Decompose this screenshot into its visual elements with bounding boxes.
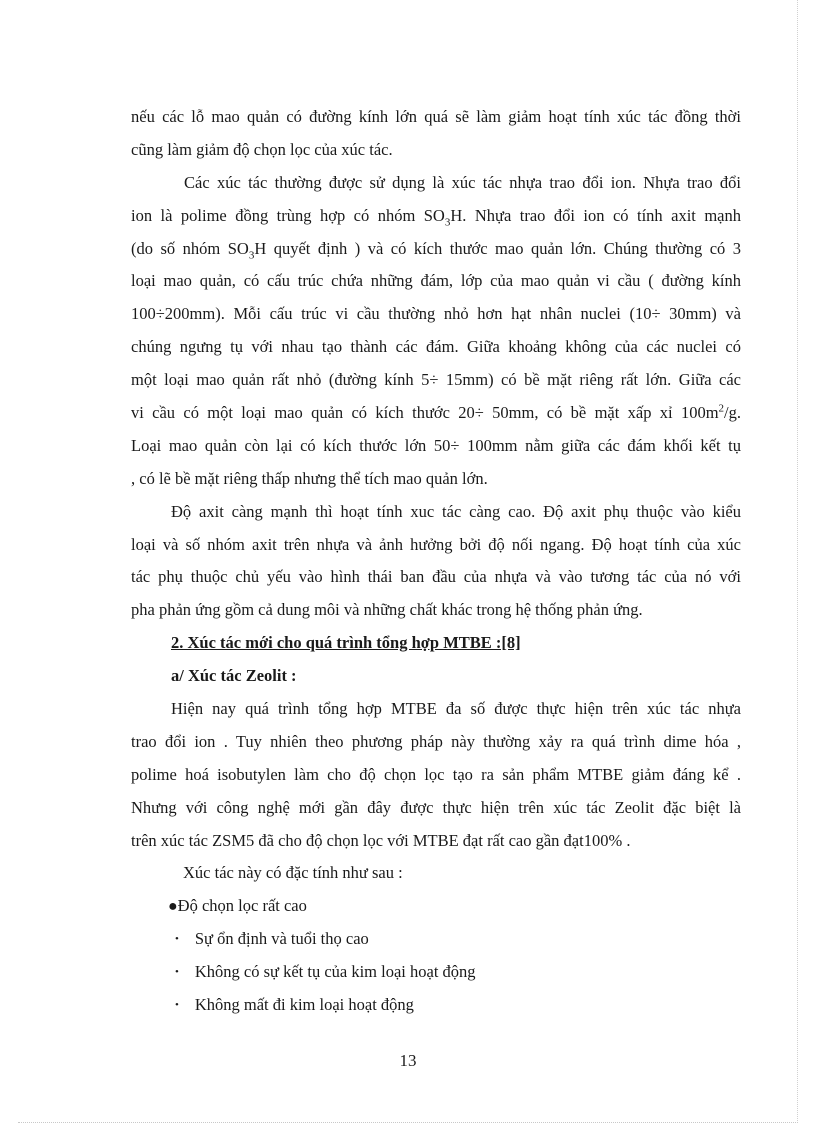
paragraph-line: trao đổi ion . Tuy nhiên theo phương pháp này thường xảy ra quá trình dime hóa , bbox=[131, 731, 741, 751]
paragraph-line: Các xúc tác thường được sử dụng là xúc tác nhựa trao đổi ion. Nhựa trao đổi bbox=[184, 172, 741, 192]
bullet-icon: • bbox=[175, 933, 179, 946]
paragraph-line: ion là polime đồng trùng hợp có nhóm $SO_3H$. Nhựa trao đổi ion có tính axit mạnh bbox=[131, 205, 741, 228]
paragraph-line: Độ axit càng mạnh thì hoạt tính xuc tác càng cao. Độ axit phụ thuộc vào kiểu bbox=[171, 501, 741, 521]
paragraph-line: loại mao quản, có cấu trúc chứa những đám, lớp của mao quản vi cầu ( đường kính bbox=[131, 271, 741, 291]
paragraph-line: vi cầu có một loại mao quản có kích thước 20÷ 50mm, có bề mặt xấp xỉ $100m^2/g$. bbox=[131, 402, 741, 423]
paragraph-line: chúng ngưng tụ với nhau tạo thành các đám. Giữa khoảng không của các nuclei có bbox=[131, 337, 741, 357]
paragraph-line: Xúc tác này có đặc tính như sau : bbox=[183, 863, 403, 883]
paragraph-line: (do số nhóm $SO_3H$ quyết định ) và có kích thước mao quản lớn. Chúng thường có 3 bbox=[131, 238, 742, 261]
paragraph-line: loại và số nhóm axit trên nhựa và ảnh hưởng bởi độ nối ngang. Độ hoạt tính của xúc bbox=[131, 534, 741, 554]
list-item: • Sự ổn định và tuổi thọ cao bbox=[131, 923, 741, 956]
section-heading: 2. Xúc tác mới cho quá trình tổng hợp MTBE :[8] bbox=[171, 633, 521, 653]
paragraph-line: một loại mao quản rất nhỏ (đường kính 5÷ 15mm) có bề mặt riêng rất lớn. Giữa các bbox=[131, 370, 741, 390]
paragraph-line: cũng làm giảm độ chọn lọc của xúc tác. bbox=[131, 139, 393, 159]
paragraph-line: pha phản ứng gồm cả dung môi và những chất khác trong hệ thống phản ứng. bbox=[131, 600, 643, 620]
paragraph-line: nếu các lỗ mao quản có đường kính lớn quá sẽ làm giảm hoạt tính xúc tác đồng thời bbox=[131, 107, 741, 126]
page-border bbox=[797, 0, 798, 1123]
paragraph-line: tác phụ thuộc chủ yếu vào hình thái ban đầu của nhựa và vào tương tác của nó với bbox=[131, 567, 741, 587]
paragraph-line: trên xúc tác ZSM5 đã cho độ chọn lọc với MTBE đạt rất cao gần đạt100% . bbox=[131, 830, 631, 850]
bullet-icon: • bbox=[175, 966, 179, 979]
paragraph-line: Nhưng với công nghệ mới gần đây được thực hiện trên xúc tác Zeolit đặc biệt là bbox=[131, 797, 741, 817]
paragraph-line: 100÷200mm). Mỗi cấu trúc vi cầu thường nhỏ hơn hạt nhân nuclei (10÷ 30mm) và bbox=[131, 304, 741, 324]
bullet-icon: ● bbox=[168, 898, 178, 916]
paragraph-line: Hiện nay quá trình tổng hợp MTBE đa số được thực hiện trên xúc tác nhựa bbox=[171, 699, 741, 719]
list-item: • Không mất đi kim loại hoạt động bbox=[131, 989, 741, 1022]
list-item: • Không có sự kết tụ của kim loại hoạt động bbox=[131, 956, 741, 989]
page-body bbox=[131, 101, 741, 1022]
paragraph-line: , có lẽ bề mặt riêng thấp nhưng thể tích mao quản lớn. bbox=[131, 468, 488, 488]
bullet-icon: • bbox=[175, 999, 179, 1012]
paragraph-line: Loại mao quản còn lại có kích thước lớn 50÷ 100mm nằm giữa các đám khối kết tụ bbox=[131, 435, 741, 455]
page-number: 13 bbox=[399, 1051, 417, 1070]
list-item: ●Độ chọn lọc rất cao bbox=[131, 890, 741, 923]
paragraph-line: polime hoá isobutylen làm cho độ chọn lọc tạo ra sản phẩm MTBE giảm đáng kể . bbox=[131, 764, 741, 784]
subsection-heading: a/ Xúc tác Zeolit : bbox=[171, 666, 297, 686]
